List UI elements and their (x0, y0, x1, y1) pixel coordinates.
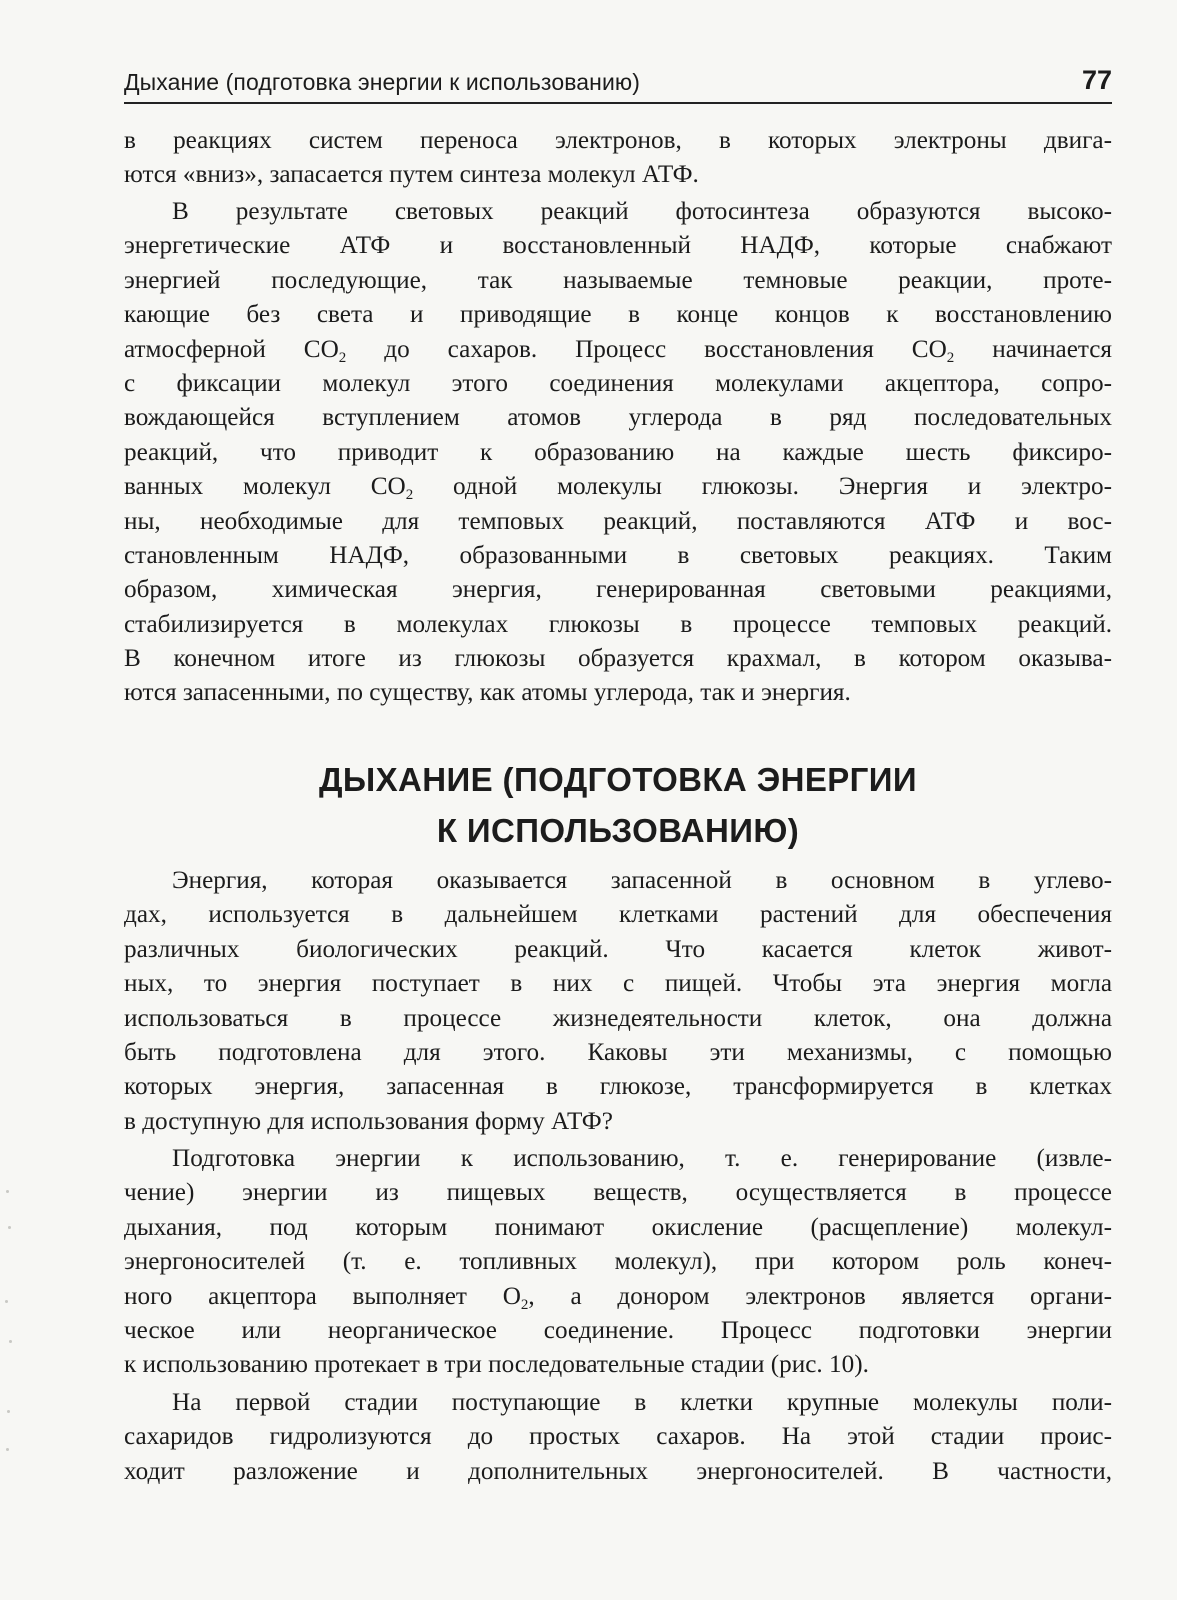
text-run: атмосферной CO (124, 335, 339, 363)
text-line: реакций, что приводит к образованию на каждые шесть фиксиро- (124, 438, 1112, 466)
running-title: Дыхание (подготовка энергии к использованию) (124, 69, 641, 95)
text-line: к использованию протекает в три последовательные стадии (рис. 10). (124, 1351, 869, 1379)
text-line: различных биологических реакций. Что касается клеток живот- (124, 935, 1112, 963)
text-line: энергией последующие, так называемые темновые реакции, проте- (124, 266, 1112, 294)
text-line: ны, необходимые для темповых реакций, поставляются АТФ и вос- (124, 507, 1112, 535)
text-run: начинается (954, 335, 1112, 363)
text-line: энергетические АТФ и восстановленный НАДФ, которые снабжают (124, 232, 1112, 260)
text-line: становленным НАДФ, образованными в световых реакциях. Таким (124, 541, 1112, 569)
running-head (124, 66, 1112, 104)
text-line: ются запасенными, по существу, как атомы углерода, так и энергия. (124, 679, 851, 707)
subscript: 2 (946, 349, 955, 366)
text-line: в реакциях систем переноса электронов, в которых электроны двига- (124, 127, 1112, 154)
text-line: Подготовка энергии к использованию, т. е. генерирование (извле- (172, 1145, 1112, 1172)
subscript: 2 (338, 349, 347, 366)
text-line: ных, то энергия поступает в них с пищей. Чтобы эта энергия могла (124, 970, 1112, 998)
section-heading (124, 754, 1112, 856)
text-line: В результате световых реакций фотосинтеза образуются высоко- (172, 198, 1112, 225)
paragraph-2 (124, 195, 1112, 711)
text-line: ходит разложение и дополнительных энергоносителей. В частности, (124, 1457, 1112, 1485)
text-line: сахаридов гидролизуются до простых сахаров. На этой стадии проис- (124, 1423, 1112, 1451)
subscript: 2 (405, 487, 414, 504)
text-line: энергоносителей (т. е. топливных молекул), при котором роль конеч- (124, 1248, 1112, 1276)
text-line: чение) энергии из пищевых веществ, осуществляется в процессе (124, 1179, 1112, 1207)
text-line: дах, используется в дальнейшем клетками растений для обеспечения (124, 901, 1112, 929)
text-line: в доступную для использования форму АТФ? (124, 1107, 613, 1135)
text-line: ются «вниз», запасается путем синтеза молекул АТФ. (124, 161, 699, 189)
text-line (124, 470, 1112, 504)
text-line: стабилизируется в молекулах глюкозы в процессе темповых реакций. (124, 610, 1112, 638)
text-line: На первой стадии поступающие в клетки крупные молекулы поли- (172, 1389, 1112, 1416)
text-line: кающие без света и приводящие в конце концов к восстановлению (124, 301, 1112, 329)
paragraph-3 (124, 864, 1112, 1139)
text-line: Энергия, которая оказывается запасенной в основном в углево- (172, 867, 1112, 894)
scan-specks (4, 1180, 14, 1480)
text-line: В конечном итоге из глюкозы образуется крахмал, в котором оказыва- (124, 645, 1112, 673)
page-number: 77 (1081, 65, 1112, 95)
text-run: ванных молекул CO (124, 473, 406, 501)
text-line: ческое или неорганическое соединение. Процесс подготовки энергии (124, 1316, 1112, 1344)
text-run: ного акцептора выполняет O (124, 1282, 521, 1310)
paragraph-4 (124, 1142, 1112, 1383)
heading-line: К ИСПОЛЬЗОВАНИЮ) (436, 812, 800, 849)
text-line: дыхания, под которым понимают окисление (расщепление) молекул- (124, 1213, 1112, 1241)
text-line (124, 1280, 1112, 1314)
paragraph-5 (124, 1386, 1112, 1489)
text-run: до сахаров. Процесс восстановления CO (346, 335, 947, 363)
text-line: вождающейся вступлением атомов углерода в ряд последовательных (124, 404, 1112, 432)
text-line: образом, химическая энергия, генерированная световыми реакциями, (124, 576, 1112, 604)
heading-line: ДЫХАНИЕ (ПОДГОТОВКА ЭНЕРГИИ (318, 761, 918, 798)
text-line: быть подготовлена для этого. Каковы эти механизмы, с помощью (124, 1038, 1112, 1066)
text-line: с фиксации молекул этого соединения молекулами акцептора, сопро- (124, 369, 1112, 397)
text-line: которых энергия, запасенная в глюкозе, трансформируется в клетках (124, 1073, 1112, 1101)
text-run: одной молекулы глюкозы. Энергия и электро- (413, 473, 1112, 501)
text-line: использоваться в процессе жизнедеятельности клеток, она должна (124, 1004, 1112, 1032)
paragraph-1 (124, 124, 1112, 193)
text-run: , а донором электронов является органи- (528, 1282, 1112, 1310)
text-line (124, 333, 1112, 367)
subscript: 2 (520, 1296, 529, 1313)
